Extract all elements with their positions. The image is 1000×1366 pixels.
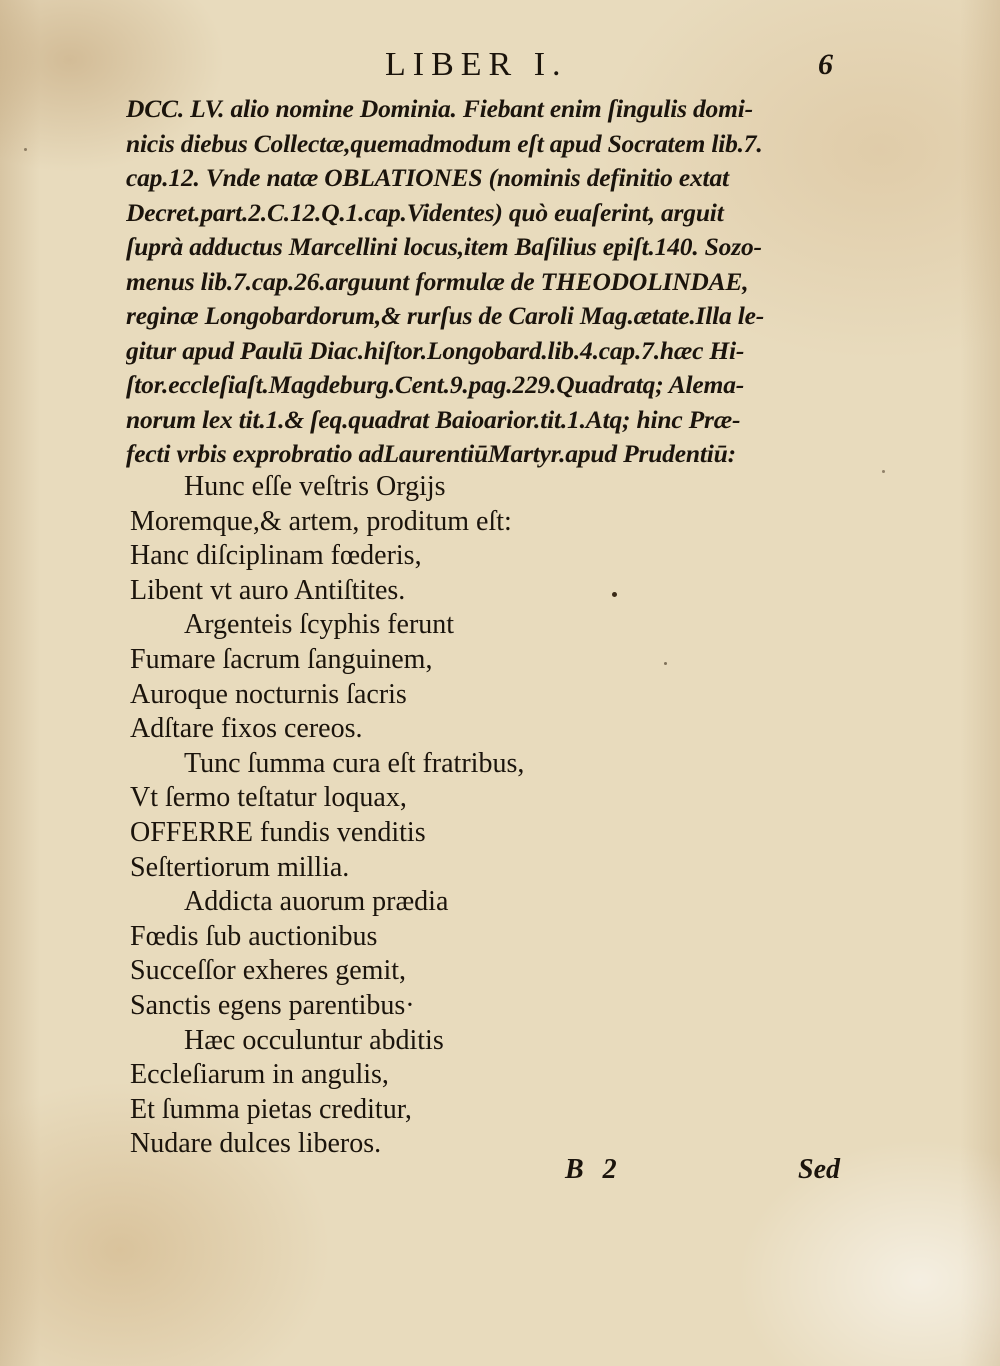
prose-line: DCC. LV. alio nomine Dominia. Fiebant enim ſingulis domi- — [126, 94, 753, 123]
running-head — [0, 42, 1000, 92]
signature-mark: B 2 — [565, 1154, 623, 1185]
prose-line: ſuprà adductus Marcellini locus,item Baſilius epiſt.140. Sozo- — [126, 232, 762, 261]
poem-line: Hunc eſſe veſtris Orgijs — [184, 471, 446, 502]
prose-line: fecti vrbis exprobratio adLaurentiūMartyr.apud Prudentiū: — [126, 439, 736, 468]
catchword: Sed — [798, 1154, 840, 1185]
ink-speck — [612, 592, 617, 597]
poem-line: Argenteis ſcyphis ferunt — [184, 609, 455, 641]
prose-block — [126, 92, 838, 472]
poem-line: Vt ſermo teſtatur loquax, — [130, 782, 407, 814]
poem-line: Hæc occuluntur abditis — [184, 1024, 444, 1056]
running-title: LIBER I. — [385, 46, 568, 83]
prose-line: ſtor.eccleſiaſt.Magdeburg.Cent.9.pag.229.Quadratq; Alema- — [126, 370, 745, 399]
ink-speck — [24, 148, 27, 151]
poem-line: Succeſſor exheres gemit, — [130, 955, 407, 987]
prose-line: norum lex tit.1.& ſeq.quadrat Baioarior.tit.1.Atq; hinc Præ- — [126, 404, 741, 434]
poem-line: Et ſumma pietas creditur, — [130, 1093, 412, 1125]
prose-line: gitur apud Paulū Diac.hiſtor.Longobard.lib.4.cap.7.hæc Hi- — [126, 335, 745, 365]
page-footer — [0, 1154, 1000, 1194]
poem-line: Seſtertiorum millia. — [130, 851, 350, 883]
poem-line: Adſtare fixos cereos. — [130, 713, 363, 745]
poem-line: OFFERRE fundis venditis — [130, 816, 426, 848]
prose-line: nicis diebus Collectæ,quemadmodum eſt apud Socratem lib.7. — [126, 128, 763, 158]
poem-line: Addicta auorum prædia — [184, 886, 449, 918]
poem-line: Eccleſiarum in angulis, — [130, 1059, 389, 1091]
page-number: 6 — [818, 48, 833, 81]
poem-line: Tunc ſumma cura eſt fratribus, — [184, 747, 525, 779]
poem-line: Nudare dulces liberos. — [130, 1128, 382, 1160]
poem-line: Auroque nocturnis ſacris — [130, 678, 407, 710]
poem-line: Fumare ſacrum ſanguinem, — [130, 643, 433, 675]
prose-line: cap.12. Vnde natæ OBLATIONES (nominis definitio extat — [126, 163, 729, 192]
poem-block — [130, 470, 670, 1162]
prose-line: reginæ Longobardorum,& rurſus de Caroli Mag.ætate.Illa le- — [126, 301, 765, 330]
ink-speck — [664, 662, 667, 665]
poem-line: Hanc diſciplinam fœderis, — [130, 540, 422, 572]
prose-line: Decret.part.2.C.12.Q.1.cap.Videntes) quò euaſerint, arguit — [126, 197, 724, 227]
poem-line: Sanctis egens parentibus· — [130, 989, 415, 1021]
poem-line: Libent vt auro Antiſtites. — [130, 574, 406, 606]
poem-line: Moremque,& artem, proditum eſt: — [130, 505, 512, 537]
poem-line: Fœdis ſub auctionibus — [130, 920, 378, 952]
ink-speck — [882, 470, 885, 473]
prose-line: menus lib.7.cap.26.arguunt formulæ de THEODOLINDAE, — [126, 266, 749, 296]
